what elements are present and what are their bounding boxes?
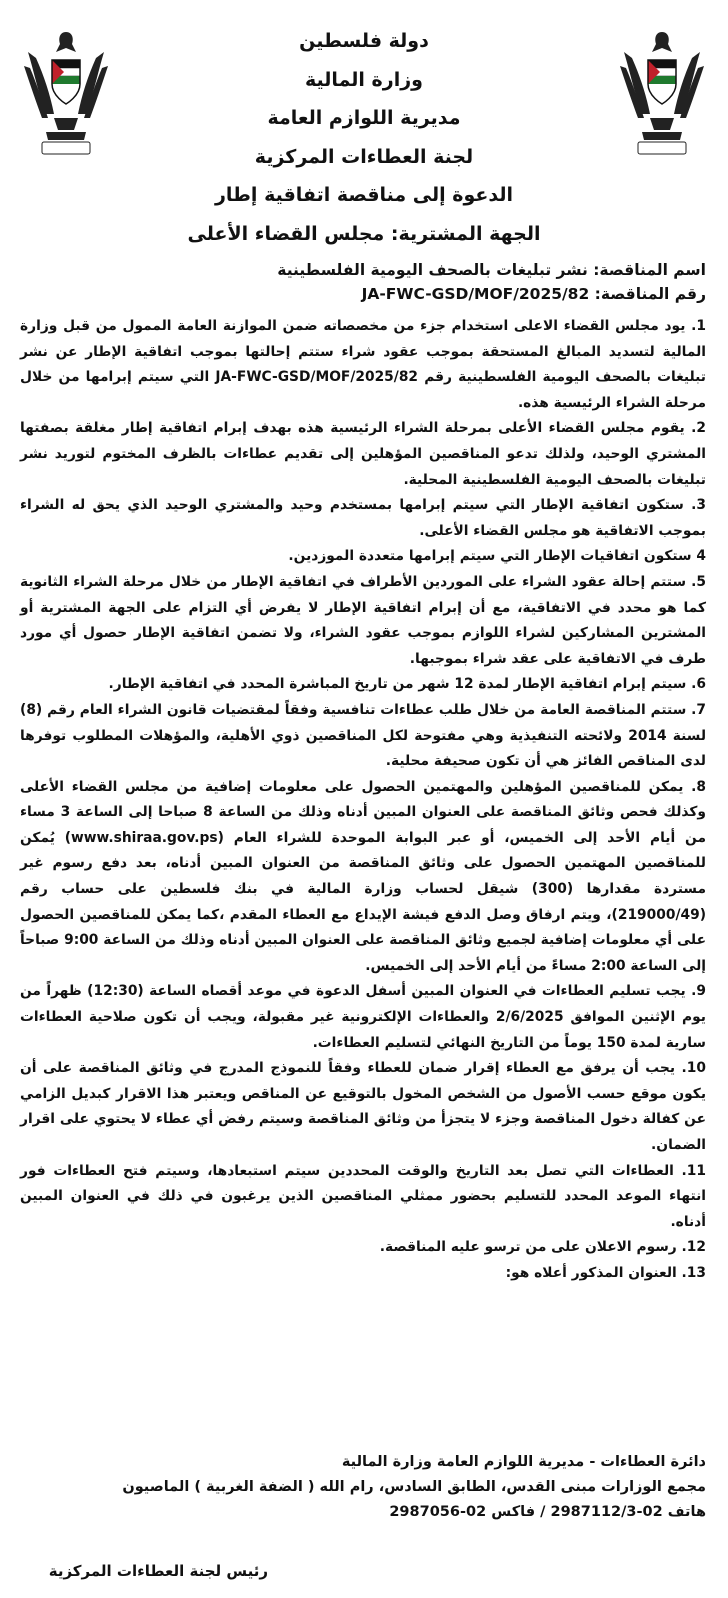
header-line-directorate: مديرية اللوازم العامة bbox=[267, 107, 461, 129]
clause-10: 10. يجب أن يرفق مع العطاء إقرار ضمان للعطاء وفقاً للنموذج المدرج في وثائق المناقصة على أن يكون موقع حسب الأصول من الشخص المخول بالتوقيع عن المناقص ويعتبر هذا الاقرار كبديل الزامي عن كفالة دخول المناقصة وجزء لا يتجزأ من وثائق المناقصة وسيتم رفض أي عطاء لا يحتوي على اقرار الضمان. bbox=[20, 1060, 706, 1153]
palestine-emblem-left bbox=[20, 22, 112, 162]
clause-3: 3. ستكون اتفاقية الإطار التي سيتم إبرامها بمستخدم وحيد والمشتري الوحيد الذي يحق له الشراء بموجب الاتفاقية هو مجلس القضاء الأعلى. bbox=[20, 497, 706, 539]
clause-8: 8. يمكن للمناقصين المؤهلين والمهتمين الحصول على معلومات إضافية من مجلس القضاء الأعلى وكذلك فحص وثائق المناقصة على العنوان المبين أدناه وذلك من الساعة 8 صباحا إلى الساعة 3 مساء من أيام الأحد إلى الخميس، أو عبر البوابة الموحدة للشراء العام (www.shiraa.gov.ps) يُمكن للمناقصين المهتمين الحصول على وثائق المناقصة من العنوان المبين أدناه، بعد دفع رسوم غير مستردة مقدارها (300) شيقل لحساب وزارة المالية في بنك فلسطين على حساب رقم (219000/49)، ويتم ارفاق وصل الدفع فيشة الإيداع مع العطاء المقدم ،كما يمكن للمناقصين الحصول على أي معلومات إضافية لجميع وثائق المناقصة على العنوان المبين أدناه وذلك من الساعة 9:00 صباحاً إلى الساعة 2:00 مساءً من أيام الأحد إلى الخميس. bbox=[20, 778, 707, 974]
clause-9: 9. يجب تسليم العطاءات في العنوان المبين أسفل الدعوة في موعد أقصاه الساعة (12:30) ظهراً من يوم الإثنين الموافق 2/6/2025 والعطاءات الإلكترونية غير مقبولة، ويجب أن تكون صلاحية العطاءات سارية لمدة 150 يوماً من التاريخ النهائي لتسليم العطاءات. bbox=[20, 983, 706, 1051]
address-phone-fax: هاتف 02-2987112/3 / فاكس 02-2987056 bbox=[389, 1504, 706, 1520]
header-line-ministry: وزارة المالية bbox=[305, 68, 423, 91]
clause-2: 2. يقوم مجلس القضاء الأعلى بمرحلة الشراء الرئيسية هذه بهدف إبرام اتفاقية إطار مغلقة بصفتها المشتري الوحيد، ولذلك تدعو المناقصين المؤهلين إلى تقديم عطاءات بالظرف المختوم لتوريد نشر تبليغات بالصحف اليومية الفلسطينية المحلية. bbox=[20, 420, 706, 488]
tender-name: اسم المناقصة: نشر تبليغات بالصحف اليومية الفلسطينية bbox=[277, 261, 706, 279]
tender-clauses bbox=[20, 314, 706, 1287]
tender-number-line bbox=[22, 282, 706, 306]
clause-13: 13. العنوان المذكور أعلاه هو: bbox=[505, 1264, 706, 1281]
clause-4: 4 ستكون اتفاقيات الإطار التي سيتم إبرامها متعددة الموزدين. bbox=[288, 548, 706, 565]
eagle-emblem-icon bbox=[20, 22, 112, 162]
clause-6: 6. سيتم إبرام اتفاقية الإطار لمدة 12 شهر من تاريخ المباشرة المحدد في اتفاقية الإطار. bbox=[108, 676, 706, 693]
tender-number-label: رقم المناقصة: bbox=[594, 285, 706, 303]
header-line-committee: لجنة العطاءات المركزية bbox=[254, 145, 474, 168]
tender-meta bbox=[22, 258, 706, 306]
clause-1: 1. يود مجلس القضاء الاعلى استخدام جزء من مخصصاته ضمن الموازنة العامة الممول من قبل وزارة المالية لتسديد المبالغ المستحقة بموجب عقود شراء ستتم إحالتها بموجب اتفاقية الإطار عن نشر تبليغات بالصحف اليومية الفلسطينية رقم JA-FWC-GSD/MOF/2025/82 التي سيتم إبرامها من خلال مرحلة الشراء الرئيسية هذه. bbox=[20, 318, 706, 411]
header-block bbox=[140, 22, 588, 253]
signature-title: رئيس لجنة العطاءات المركزية bbox=[48, 1562, 268, 1580]
address-department: دائرة العطاءات - مديرية اللوازم العامة وزارة المالية bbox=[341, 1454, 706, 1470]
header-line-invitation: الدعوة إلى مناقصة اتفاقية إطار bbox=[214, 184, 514, 206]
header-line-country: دولة فلسطين bbox=[299, 30, 429, 52]
clause-11: 11. العطاءات التي تصل بعد التاريخ والوقت المحددين سيتم استبعادها، وسيتم فتح العطاءات فور انتهاء الموعد المحدد للتسليم بحضور ممثلي المناقصين الذين يرغبون في ذلك في العنوان المبين أدناه. bbox=[20, 1162, 706, 1230]
header-line-buyer: الجهة المشترية: مجلس القضاء الأعلى bbox=[187, 222, 541, 245]
clause-12: 12. رسوم الاعلان على من ترسو عليه المناقصة. bbox=[379, 1239, 706, 1256]
clause-7: 7. ستتم المناقصة العامة من خلال طلب عطاءات تنافسية وفقاً لمقتضيات قانون الشراء العام رقم (8) لسنة 2014 ولائحته التنفيذية وهي مفتوحة لكل المناقصين ذوي الأهلية، والمؤهلات المطلوب توفرها لدى المناقص الفائز هي أن تكون صحيفة محلية. bbox=[20, 701, 706, 770]
address-building: مجمع الوزارات مبنى القدس، الطابق السادس، رام الله ( الضفة الغربية ) الماصيون bbox=[122, 1479, 706, 1495]
eagle-emblem-icon bbox=[616, 22, 708, 162]
address-block bbox=[22, 1450, 706, 1525]
tender-number: JA-FWC-GSD/MOF/2025/82 bbox=[361, 285, 590, 303]
clause-5: 5. ستتم إحالة عقود الشراء على الموردين الأطراف في اتفاقية الإطار من خلال مرحلة الشراء الثانوية كما هو محدد في الاتفاقية، مع أن إبرام اتفاقية الإطار لا يفرض أي التزام على الجهة المشترية أو المشترين المشاركين لشراء اللوازم بموجب عقود الشراء، ولا تضمن اتفاقية الإطار حصول أي مورد طرف في الاتفاقية على عقد شراء بموجبها. bbox=[20, 573, 706, 667]
palestine-emblem-right bbox=[616, 22, 708, 162]
